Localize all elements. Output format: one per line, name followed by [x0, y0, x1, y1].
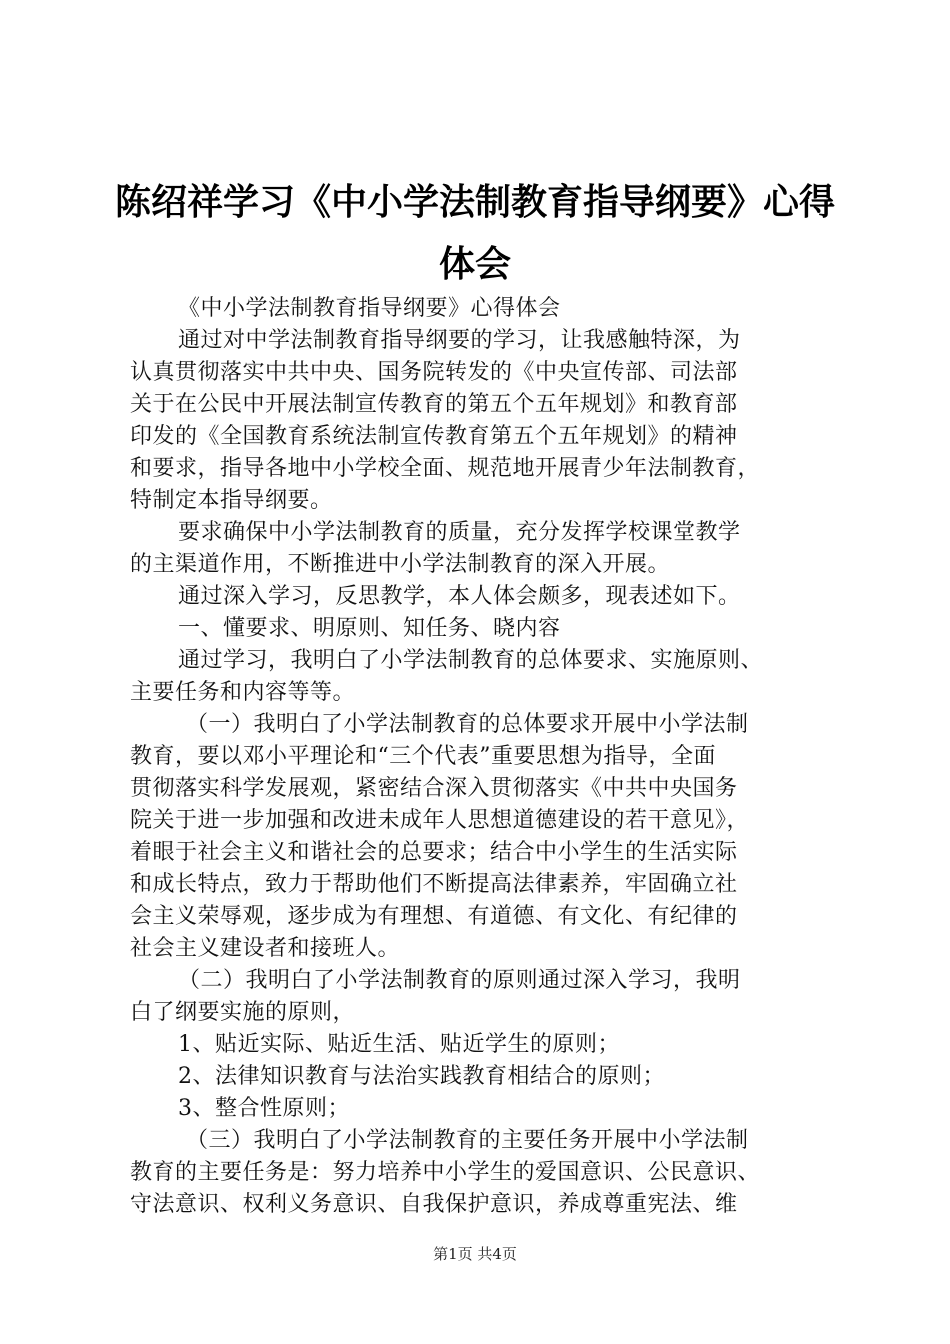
- text-line: 和要求，指导各地中小学校全面、规范地开展青少年法制教育，: [130, 456, 761, 481]
- document-body: [130, 293, 830, 1221]
- title-line: 体会: [438, 244, 511, 285]
- text-line: 通过对中学法制教育指导纲要的学习，让我感触特深，为: [178, 328, 741, 353]
- text-line: 一、懂要求、明原则、知任务、晓内容: [178, 616, 561, 641]
- text-line: 着眼于社会主义和谐社会的总要求；结合中小学生的生活实际: [130, 840, 738, 865]
- text-line: 3、整合性原则；: [178, 1096, 350, 1121]
- text-line: 守法意识、权利义务意识、自我保护意识，养成尊重宪法、维: [130, 1192, 738, 1217]
- text-line: （三）我明白了小学法制教育的主要任务开展中小学法制: [186, 1128, 749, 1153]
- text-line: 教育的主要任务是：努力培养中小学生的爱国意识、公民意识、: [130, 1160, 761, 1185]
- text-line: 1、贴近实际、贴近生活、贴近学生的原则；: [178, 1032, 620, 1057]
- text-line: 《中小学法制教育指导纲要》心得体会: [178, 296, 561, 321]
- text-line: 认真贯彻落实中共中央、国务院转发的《中央宣传部、司法部: [130, 360, 738, 385]
- text-line: 特制定本指导纲要。: [130, 488, 333, 513]
- document-title: [110, 172, 840, 296]
- text-line: （二）我明白了小学法制教育的原则通过深入学习，我明: [178, 968, 741, 993]
- text-line: 教育，要以邓小平理论和“三个代表”重要思想为指导，全面: [130, 744, 716, 769]
- text-line: 会主义荣辱观，逐步成为有理想、有道德、有文化、有纪律的: [130, 904, 738, 929]
- text-line: 要求确保中小学法制教育的质量，充分发挥学校课堂教学: [178, 520, 741, 545]
- text-line: 通过深入学习，反思教学，本人体会颇多，现表述如下。: [178, 584, 741, 609]
- page-footer: 第1页 共4页: [433, 1245, 517, 1263]
- text-line: 和成长特点，致力于帮助他们不断提高法律素养，牢固确立社: [130, 872, 738, 897]
- text-line: 主要任务和内容等等。: [130, 680, 356, 705]
- text-line: 贯彻落实科学发展观，紧密结合深入贯彻落实《中共中央国务: [130, 776, 738, 801]
- text-line: 2、法律知识教育与法治实践教育相结合的原则；: [178, 1064, 665, 1089]
- text-line: 关于在公民中开展法制宣传教育的第五个五年规划》和教育部: [130, 392, 738, 417]
- title-line: 陈绍祥学习《中小学法制教育指导纲要》心得: [114, 182, 835, 223]
- text-line: 院关于进一步加强和改进未成年人思想道德建设的若干意见》，: [130, 808, 750, 833]
- text-line: 印发的《全国教育系统法制宣传教育第五个五年规划》的精神: [130, 424, 738, 449]
- text-line: （一）我明白了小学法制教育的总体要求开展中小学法制: [186, 712, 749, 737]
- text-line: 白了纲要实施的原则，: [130, 1000, 356, 1025]
- text-line: 的主渠道作用，不断推进中小学法制教育的深入开展。: [130, 552, 671, 577]
- text-line: 通过学习，我明白了小学法制教育的总体要求、实施原则、: [178, 648, 764, 673]
- text-line: 社会主义建设者和接班人。: [130, 936, 401, 961]
